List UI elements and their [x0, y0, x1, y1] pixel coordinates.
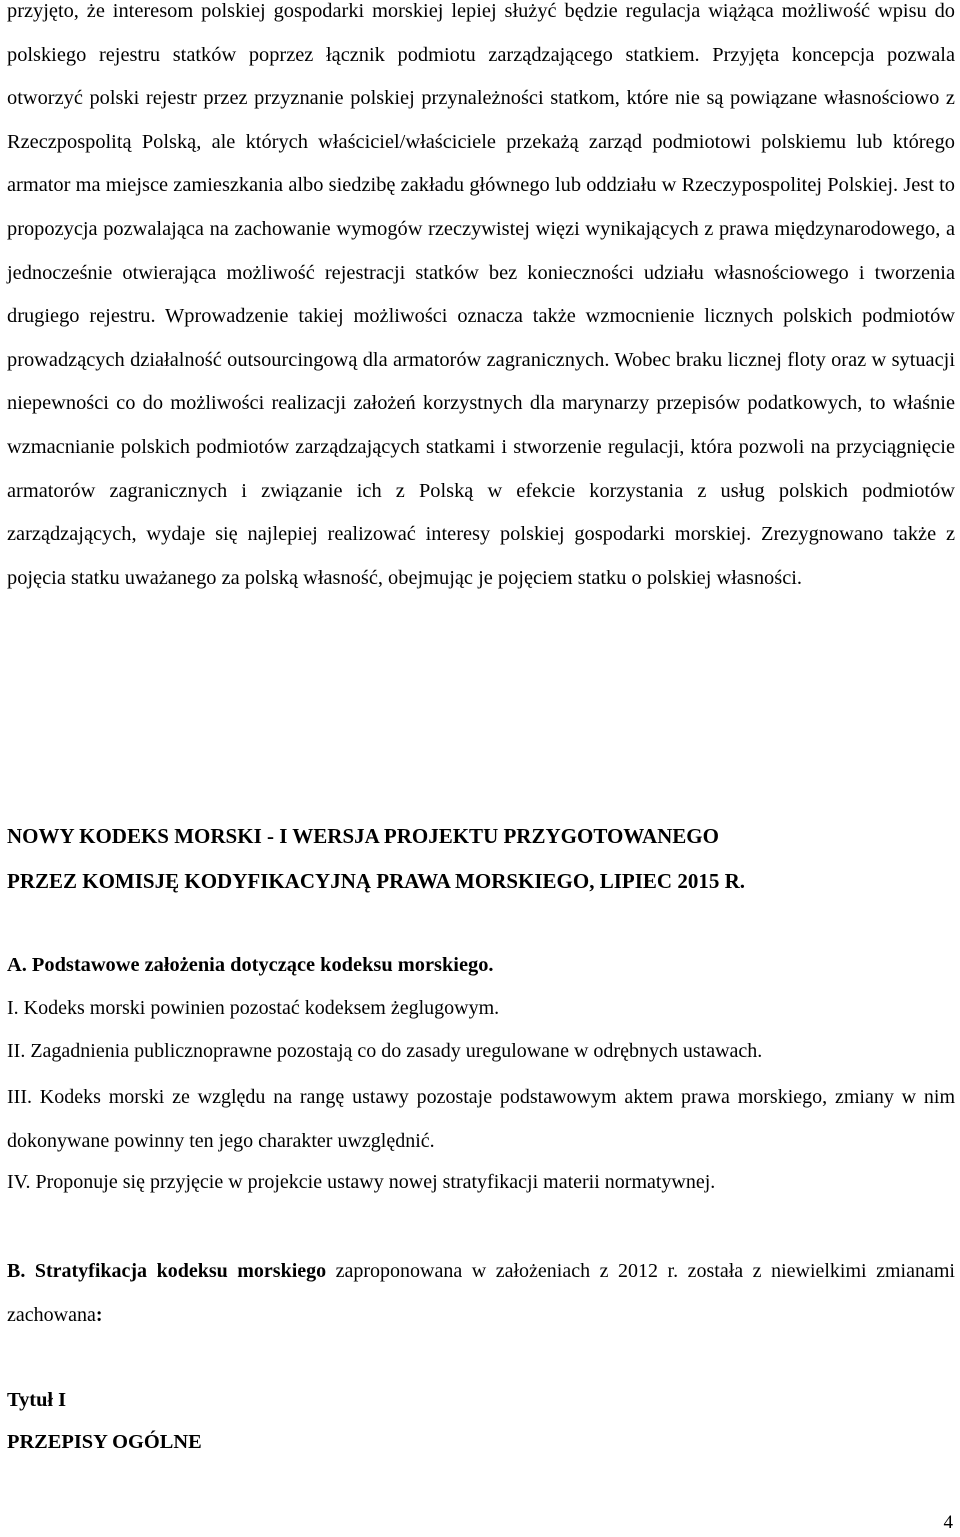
section-heading-line-2: PRZEZ KOMISJĘ KODYFIKACYJNĄ PRAWA MORSKIEGO, LIPIEC 2015 R.	[7, 869, 745, 893]
section-b-colon: :	[95, 1303, 103, 1326]
title-number: Tytuł I	[7, 1389, 67, 1411]
list-item: III. Kodeks morski ze względu na rangę ustawy pozostaje podstawowym aktem prawa morskiego, zmiany w nim dokonywane powinny ten jego charakter uwzględnić.	[7, 1086, 955, 1152]
section-b-title: B. Stratyfikacja kodeksu morskiego	[7, 1260, 327, 1282]
section-b-paragraph	[7, 1250, 955, 1337]
list-item: I. Kodeks morski powinien pozostać kodeksem żeglugowym.	[7, 997, 500, 1019]
title-name: PRZEPISY OGÓLNE	[7, 1431, 202, 1453]
section-a-title: A. Podstawowe założenia dotyczące kodeksu morskiego.	[7, 954, 494, 976]
section-b-text: zaproponowana w założeniach z 2012 r. została z niewielkimi zmianami zachowana	[7, 1260, 955, 1326]
section-heading-line-1: NOWY KODEKS MORSKI - I WERSJA PROJEKTU PRZYGOTOWANEGO	[7, 824, 719, 848]
body-paragraph: przyjęto, że interesom polskiej gospodarki morskiej lepiej służyć będzie regulacja wiążąca możliwość wpisu do polskiego rejestru statków poprzez łącznik podmiotu zarządzającego statkiem. Przyjęta koncepcja pozwala otworzyć polski rejestr przez przyznanie polskiej przynależności statkom, które nie są powiązane własnościowo z Rzeczpospolitą Polską, ale których właściciel/właściciele przekażą zarząd podmiotowi polskiemu lub którego armator ma miejsce zamieszkania albo siedzibę zakładu głównego lub oddziału w Rzeczypospolitej Polskiej. Jest to propozycja pozwalająca na zachowanie wymogów rzeczywistej więzi wynikających z prawa międzynarodowego, a jednocześnie otwierająca możliwość rejestracji statków bez konieczności udziału własnościowego i tworzenia drugiego rejestru. Wprowadzenie takiej możliwości oznacza także wzmocnienie licznych polskich podmiotów prowadzących działalność outsourcingową dla armatorów zagranicznych. Wobec braku licznej floty oraz w sytuacji niepewności co do możliwości realizacji założeń korzystnych dla marynarzy przepisów podatkowych, to właśnie wzmacnianie polskich podmiotów zarządzających statkami i stworzenie regulacji, która pozwoli na przyciągnięcie armatorów zagranicznych i związanie ich z Polską w efekcie korzystania z usług polskich podmiotów zarządzających, wydaje się najlepiej realizować interesy polskiej gospodarki morskiej. Zrezygnowano także z pojęcia statku uważanego za polską własność, obejmując je pojęciem statku o polskiej własności.	[7, 0, 955, 589]
list-item: IV. Proponuje się przyjęcie w projekcie ustawy nowej stratyfikacji materii normatywnej.	[7, 1171, 716, 1193]
list-item: II. Zagadnienia publicznoprawne pozostają co do zasady uregulowane w odrębnych ustawach.	[7, 1040, 763, 1062]
page-number: 4	[943, 1512, 953, 1533]
